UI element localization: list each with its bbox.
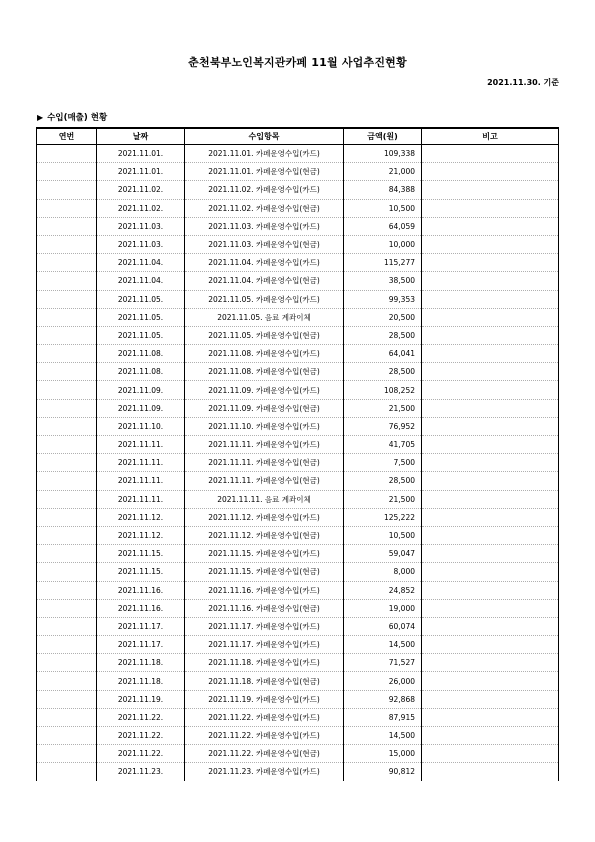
income-item-cell: 2021.11.05. 카페운영수입(카드): [185, 290, 344, 308]
table-row: [37, 508, 559, 526]
table-row: [37, 217, 559, 235]
date-cell: 2021.11.18.: [97, 672, 185, 690]
note-cell: [422, 436, 559, 454]
note-cell: [422, 581, 559, 599]
section-heading: [37, 111, 107, 123]
table-row: [37, 326, 559, 344]
row-number-cell: [37, 254, 97, 272]
row-number-cell: [37, 763, 97, 781]
row-number-cell: [37, 454, 97, 472]
table-row: [37, 581, 559, 599]
table-row: [37, 254, 559, 272]
amount-cell: 92,868: [344, 690, 422, 708]
amount-cell: 21,500: [344, 399, 422, 417]
table-row: [37, 526, 559, 544]
amount-cell: 8,000: [344, 563, 422, 581]
row-number-cell: [37, 636, 97, 654]
amount-cell: 64,041: [344, 345, 422, 363]
income-item-cell: 2021.11.11. 음료 계좌이체: [185, 490, 344, 508]
income-item-cell: 2021.11.03. 카페운영수입(카드): [185, 217, 344, 235]
amount-cell: 64,059: [344, 217, 422, 235]
amount-cell: 19,000: [344, 599, 422, 617]
note-cell: [422, 345, 559, 363]
date-cell: 2021.11.17.: [97, 636, 185, 654]
date-cell: 2021.11.16.: [97, 599, 185, 617]
column-header-no: 연번: [37, 128, 97, 145]
table-row: [37, 490, 559, 508]
amount-cell: 90,812: [344, 763, 422, 781]
note-cell: [422, 526, 559, 544]
note-cell: [422, 145, 559, 163]
row-number-cell: [37, 217, 97, 235]
revenue-table: [36, 127, 559, 781]
amount-cell: 14,500: [344, 727, 422, 745]
amount-cell: 87,915: [344, 708, 422, 726]
income-item-cell: 2021.11.23. 카페운영수입(카드): [185, 763, 344, 781]
table-row: [37, 381, 559, 399]
date-cell: 2021.11.15.: [97, 545, 185, 563]
date-cell: 2021.11.16.: [97, 581, 185, 599]
note-cell: [422, 563, 559, 581]
table-row: [37, 181, 559, 199]
table-row: [37, 636, 559, 654]
income-item-cell: 2021.11.02. 카페운영수입(현금): [185, 199, 344, 217]
note-cell: [422, 326, 559, 344]
table-row: [37, 272, 559, 290]
row-number-cell: [37, 526, 97, 544]
income-item-cell: 2021.11.03. 카페운영수입(현금): [185, 235, 344, 253]
date-cell: 2021.11.09.: [97, 399, 185, 417]
date-cell: 2021.11.18.: [97, 654, 185, 672]
income-item-cell: 2021.11.22. 카페운영수입(카드): [185, 708, 344, 726]
date-cell: 2021.11.22.: [97, 727, 185, 745]
column-header-item: 수입항목: [185, 128, 344, 145]
note-cell: [422, 672, 559, 690]
income-item-cell: 2021.11.08. 카페운영수입(카드): [185, 345, 344, 363]
date-cell: 2021.11.11.: [97, 436, 185, 454]
amount-cell: 59,047: [344, 545, 422, 563]
income-item-cell: 2021.11.08. 카페운영수입(현금): [185, 363, 344, 381]
note-cell: [422, 290, 559, 308]
row-number-cell: [37, 363, 97, 381]
income-item-cell: 2021.11.05. 음료 계좌이체: [185, 308, 344, 326]
date-cell: 2021.11.04.: [97, 272, 185, 290]
row-number-cell: [37, 472, 97, 490]
note-cell: [422, 454, 559, 472]
table-row: [37, 399, 559, 417]
income-item-cell: 2021.11.12. 카페운영수입(카드): [185, 508, 344, 526]
date-cell: 2021.11.05.: [97, 308, 185, 326]
date-cell: 2021.11.23.: [97, 763, 185, 781]
income-item-cell: 2021.11.22. 카페운영수입(현금): [185, 745, 344, 763]
note-cell: [422, 617, 559, 635]
row-number-cell: [37, 508, 97, 526]
amount-cell: 10,000: [344, 235, 422, 253]
table-row: [37, 308, 559, 326]
row-number-cell: [37, 308, 97, 326]
table-row: [37, 472, 559, 490]
table-row: [37, 763, 559, 781]
row-number-cell: [37, 690, 97, 708]
amount-cell: 115,277: [344, 254, 422, 272]
table-row: [37, 617, 559, 635]
table-row: [37, 690, 559, 708]
date-cell: 2021.11.01.: [97, 145, 185, 163]
amount-cell: 38,500: [344, 272, 422, 290]
row-number-cell: [37, 345, 97, 363]
note-cell: [422, 763, 559, 781]
income-item-cell: 2021.11.17. 카페운영수입(카드): [185, 617, 344, 635]
column-header-note: 비고: [422, 128, 559, 145]
income-item-cell: 2021.11.11. 카페운영수입(현금): [185, 454, 344, 472]
table-row: [37, 363, 559, 381]
note-cell: [422, 235, 559, 253]
note-cell: [422, 508, 559, 526]
table-row: [37, 145, 559, 163]
income-item-cell: 2021.11.12. 카페운영수입(현금): [185, 526, 344, 544]
date-cell: 2021.11.10.: [97, 417, 185, 435]
table-row: [37, 545, 559, 563]
note-cell: [422, 272, 559, 290]
income-item-cell: 2021.11.15. 카페운영수입(카드): [185, 545, 344, 563]
date-cell: 2021.11.15.: [97, 563, 185, 581]
amount-cell: 14,500: [344, 636, 422, 654]
note-cell: [422, 417, 559, 435]
row-number-cell: [37, 727, 97, 745]
date-cell: 2021.11.01.: [97, 163, 185, 181]
date-cell: 2021.11.12.: [97, 526, 185, 544]
amount-cell: 60,074: [344, 617, 422, 635]
amount-cell: 109,338: [344, 145, 422, 163]
date-cell: 2021.11.11.: [97, 472, 185, 490]
income-item-cell: 2021.11.10. 카페운영수입(카드): [185, 417, 344, 435]
date-cell: 2021.11.04.: [97, 254, 185, 272]
income-item-cell: 2021.11.05. 카페운영수입(현금): [185, 326, 344, 344]
note-cell: [422, 199, 559, 217]
amount-cell: 7,500: [344, 454, 422, 472]
date-cell: 2021.11.19.: [97, 690, 185, 708]
note-cell: [422, 254, 559, 272]
amount-cell: 10,500: [344, 199, 422, 217]
amount-cell: 76,952: [344, 417, 422, 435]
row-number-cell: [37, 290, 97, 308]
table-header: [37, 128, 559, 145]
income-item-cell: 2021.11.04. 카페운영수입(카드): [185, 254, 344, 272]
column-header-date: 날짜: [97, 128, 185, 145]
row-number-cell: [37, 708, 97, 726]
date-cell: 2021.11.03.: [97, 235, 185, 253]
date-cell: 2021.11.11.: [97, 490, 185, 508]
note-cell: [422, 654, 559, 672]
note-cell: [422, 472, 559, 490]
row-number-cell: [37, 199, 97, 217]
date-cell: 2021.11.05.: [97, 326, 185, 344]
income-item-cell: 2021.11.01. 카페운영수입(카드): [185, 145, 344, 163]
header-row: [37, 128, 559, 145]
date-cell: 2021.11.11.: [97, 454, 185, 472]
table-row: [37, 454, 559, 472]
table-row: [37, 745, 559, 763]
row-number-cell: [37, 399, 97, 417]
row-number-cell: [37, 326, 97, 344]
table-body: [37, 145, 559, 781]
table-row: [37, 290, 559, 308]
note-cell: [422, 308, 559, 326]
table-row: [37, 599, 559, 617]
row-number-cell: [37, 381, 97, 399]
document-title: 춘천북부노인복지관카페 11월 사업추진현황: [188, 56, 407, 69]
table-row: [37, 163, 559, 181]
income-item-cell: 2021.11.18. 카페운영수입(카드): [185, 654, 344, 672]
income-item-cell: 2021.11.04. 카페운영수입(현금): [185, 272, 344, 290]
income-item-cell: 2021.11.15. 카페운영수입(현금): [185, 563, 344, 581]
income-item-cell: 2021.11.16. 카페운영수입(현금): [185, 599, 344, 617]
note-cell: [422, 363, 559, 381]
row-number-cell: [37, 436, 97, 454]
row-number-cell: [37, 145, 97, 163]
row-number-cell: [37, 672, 97, 690]
amount-cell: 15,000: [344, 745, 422, 763]
amount-cell: 20,500: [344, 308, 422, 326]
amount-cell: 10,500: [344, 526, 422, 544]
note-cell: [422, 381, 559, 399]
note-cell: [422, 545, 559, 563]
income-item-cell: 2021.11.16. 카페운영수입(카드): [185, 581, 344, 599]
date-cell: 2021.11.12.: [97, 508, 185, 526]
table-row: [37, 417, 559, 435]
triangle-bullet-icon: ▶: [37, 113, 44, 122]
row-number-cell: [37, 545, 97, 563]
amount-cell: 28,500: [344, 472, 422, 490]
income-item-cell: 2021.11.11. 카페운영수입(현금): [185, 472, 344, 490]
date-cell: 2021.11.03.: [97, 217, 185, 235]
amount-cell: 71,527: [344, 654, 422, 672]
column-header-amount: 금액(원): [344, 128, 422, 145]
table-row: [37, 345, 559, 363]
note-cell: [422, 690, 559, 708]
income-item-cell: 2021.11.22. 카페운영수입(카드): [185, 727, 344, 745]
note-cell: [422, 399, 559, 417]
date-cell: 2021.11.22.: [97, 708, 185, 726]
row-number-cell: [37, 599, 97, 617]
as-of-date: 2021.11.30. 기준: [487, 78, 559, 87]
row-number-cell: [37, 617, 97, 635]
table-row: [37, 563, 559, 581]
date-cell: 2021.11.05.: [97, 290, 185, 308]
amount-cell: 41,705: [344, 436, 422, 454]
note-cell: [422, 708, 559, 726]
note-cell: [422, 745, 559, 763]
income-item-cell: 2021.11.02. 카페운영수입(카드): [185, 181, 344, 199]
date-cell: 2021.11.08.: [97, 345, 185, 363]
note-cell: [422, 163, 559, 181]
row-number-cell: [37, 235, 97, 253]
amount-cell: 125,222: [344, 508, 422, 526]
row-number-cell: [37, 417, 97, 435]
amount-cell: 28,500: [344, 363, 422, 381]
income-item-cell: 2021.11.09. 카페운영수입(카드): [185, 381, 344, 399]
amount-cell: 84,388: [344, 181, 422, 199]
note-cell: [422, 727, 559, 745]
income-item-cell: 2021.11.01. 카페운영수입(현금): [185, 163, 344, 181]
income-item-cell: 2021.11.18. 카페운영수입(현금): [185, 672, 344, 690]
amount-cell: 24,852: [344, 581, 422, 599]
section-label: 수입(매출) 현황: [47, 113, 108, 123]
table-row: [37, 708, 559, 726]
note-cell: [422, 217, 559, 235]
income-item-cell: 2021.11.19. 카페운영수입(카드): [185, 690, 344, 708]
table-row: [37, 235, 559, 253]
amount-cell: 26,000: [344, 672, 422, 690]
amount-cell: 21,500: [344, 490, 422, 508]
date-cell: 2021.11.17.: [97, 617, 185, 635]
amount-cell: 99,353: [344, 290, 422, 308]
row-number-cell: [37, 163, 97, 181]
row-number-cell: [37, 272, 97, 290]
income-item-cell: 2021.11.09. 카페운영수입(현금): [185, 399, 344, 417]
amount-cell: 28,500: [344, 326, 422, 344]
table-row: [37, 672, 559, 690]
date-cell: 2021.11.02.: [97, 199, 185, 217]
note-cell: [422, 490, 559, 508]
row-number-cell: [37, 181, 97, 199]
note-cell: [422, 181, 559, 199]
row-number-cell: [37, 654, 97, 672]
income-item-cell: 2021.11.11. 카페운영수입(카드): [185, 436, 344, 454]
income-item-cell: 2021.11.17. 카페운영수입(카드): [185, 636, 344, 654]
amount-cell: 108,252: [344, 381, 422, 399]
amount-cell: 21,000: [344, 163, 422, 181]
date-cell: 2021.11.08.: [97, 363, 185, 381]
note-cell: [422, 636, 559, 654]
row-number-cell: [37, 490, 97, 508]
note-cell: [422, 599, 559, 617]
row-number-cell: [37, 581, 97, 599]
row-number-cell: [37, 745, 97, 763]
table-row: [37, 436, 559, 454]
table-row: [37, 727, 559, 745]
table-row: [37, 199, 559, 217]
table-row: [37, 654, 559, 672]
date-cell: 2021.11.22.: [97, 745, 185, 763]
date-cell: 2021.11.02.: [97, 181, 185, 199]
row-number-cell: [37, 563, 97, 581]
date-cell: 2021.11.09.: [97, 381, 185, 399]
